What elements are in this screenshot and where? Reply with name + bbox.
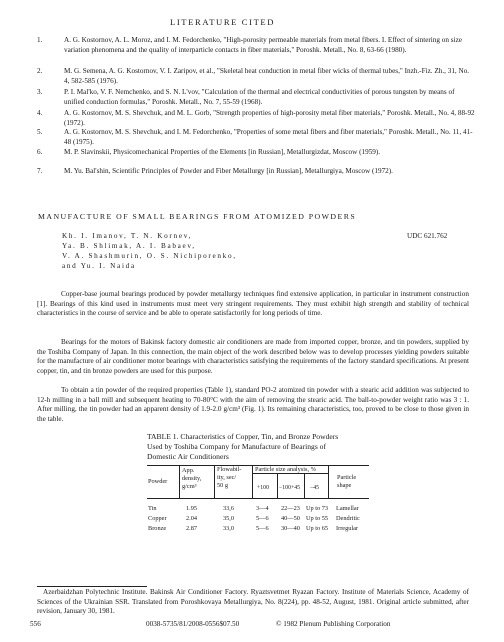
header-flowability-line: 50 g xyxy=(217,482,229,489)
udc-code: UDC 621.762 xyxy=(407,232,448,240)
publication-code: 0038-5735/81/2008-0556$07.50 xyxy=(146,620,240,628)
cell-flow: 33,0 xyxy=(223,525,235,532)
author-line: Ya. B. Shlimak, A. I. Babaev, xyxy=(62,242,196,250)
cell-density: 2.04 xyxy=(186,515,198,522)
cell-size-2: 22—23 xyxy=(281,505,300,512)
cell-shape: Dendritic xyxy=(336,515,360,522)
author-line: Kh. I. Imanov, T. N. Kornev, xyxy=(62,232,193,240)
reference-text: P. I. Mal'ko, V. F. Nemchenko, and S. N. L'vov, "Calculation of the thermal and electrical conductivities of porous tungsten by means of unified conduction formulas," Poroshk. Metall., No. 7, 55-59 (1968). xyxy=(64,88,455,106)
reference-number: 6. xyxy=(37,148,43,156)
table-rule xyxy=(252,473,328,474)
reference-text: M. G. Semena, A. G. Kostornov, V. I. Zaripov, et al., "Skeletal heat conduction in metal fiber wicks of thermal tubes," Inzh.-Fiz. Zh., 31, No. 4, 582-585 (1976). xyxy=(64,67,470,85)
reference-text: A. G. Kostornov, M. S. Shevchuk, and M. L. Gorb, "Strength properties of high-porosity metal fiber materials," Poroshk. Metall., No. 4, 88-92 (1972). xyxy=(64,109,475,127)
reference-number: 7. xyxy=(37,167,43,175)
header-shape xyxy=(337,474,356,490)
header-density-line: App. xyxy=(182,467,195,474)
cell-size-3: Up to 55 xyxy=(306,515,329,522)
table-rule xyxy=(328,465,329,498)
reference-number: 5. xyxy=(37,128,43,136)
cell-powder: Bronze xyxy=(148,525,167,532)
cell-size-1: 5—6 xyxy=(256,515,269,522)
table-rule xyxy=(277,473,278,498)
reference-number: 2. xyxy=(37,67,43,75)
header-size-col: +100 xyxy=(257,485,269,491)
cell-size-3: Up to 65 xyxy=(306,525,329,532)
reference-number: 3. xyxy=(37,88,43,96)
data-table xyxy=(147,465,369,547)
cell-shape: Irregular xyxy=(336,525,359,532)
cell-size-1: 3—4 xyxy=(256,505,269,512)
cell-powder: Copper xyxy=(148,515,167,522)
body-paragraph: Copper-base journal bearings produced by powder metallurgy techniques find extensive application, in particular in instrument construction [1]. Bearings of this kind used in instruments must meet very stringent requirements. They must exhibit high strength and stability of technical characteristics in the course of service and be able to operate satisfactorily for long periods of time. xyxy=(37,290,469,318)
copyright: © 1982 Plenum Publishing Corporation xyxy=(276,620,391,628)
table-caption: TABLE 1. Characteristics of Copper, Tin, and Bronze Powders Used by Toshiba Company for Manufacture of Bearings of Domestic Air Conditioners xyxy=(147,432,339,461)
table-rule xyxy=(214,465,215,498)
article-title: MANUFACTURE OF SMALL BEARINGS FROM ATOMIZED POWDERS xyxy=(38,212,357,221)
reference-text: A. G. Kostornov, A. L. Moroz, and I. M. Fedorchenko, "High-porosity permeable materials from metal fibers. I. Effect of sintering on size variation phenomena and the quality of interparticle contacts in fiber materials," Poroshk. Metall., No. 8, 63-66 (1980). xyxy=(64,36,462,54)
header-powder: Powder xyxy=(148,478,168,485)
cell-size-2: 30—40 xyxy=(281,525,300,532)
header-flowability-line: ity, sec/ xyxy=(217,474,237,481)
header-density-line: g/cm³ xyxy=(182,483,197,490)
page-number: 556 xyxy=(30,620,41,628)
literature-heading: LITERATURE CITED xyxy=(170,17,276,27)
header-flowability xyxy=(217,466,242,490)
header-shape-line: shape xyxy=(337,482,352,489)
header-size-col: −100+45 xyxy=(279,485,301,491)
cell-size-2: 40—50 xyxy=(281,515,300,522)
cell-shape: Lamellar xyxy=(336,505,359,512)
cell-flow: 35,0 xyxy=(223,515,235,522)
table-rule xyxy=(179,465,180,498)
cell-size-3: Up to 73 xyxy=(306,505,329,512)
header-shape-line: Particle xyxy=(337,474,357,481)
reference-number: 4. xyxy=(37,109,43,117)
header-density-line: density, xyxy=(182,475,202,482)
cell-flow: 33,6 xyxy=(223,505,235,512)
header-flowability-line: Flowabil- xyxy=(217,466,242,473)
body-paragraph: Bearings for the motors of Bakinsk factory domestic air conditioners are made from imported copper, bronze, and tin powders, supplied by the Toshiba Company of Japan. In this connection, the main object of the work described below was to develop processes yielding powders suitable for the manufacture of air conditioner motor bearings with characteristics satisfying the requirements of the factory standard specifications. At present copper, tin, and tin bronze powders are used for this purpose. xyxy=(37,338,469,375)
cell-density: 2.87 xyxy=(186,525,198,532)
footnote: Azerbaidzhan Polytechnic Institute. Bakinsk Air Conditioner Factory. Ryaztsvetmet Ryazan Factory. Institute of Materials Science, Academy of Sciences of the Ukrainian SSR. Translated from Poroshkovaya Metallurgiya, No. 8(224), pp. 48-52, August, 1981. Original article submitted, after revision, January 30, 1981. xyxy=(37,588,469,616)
header-size-analysis: Particle size analysis, % xyxy=(255,466,316,473)
header-density xyxy=(182,467,201,491)
table-rule xyxy=(252,465,253,498)
cell-size-1: 5—6 xyxy=(256,525,269,532)
table-rule xyxy=(147,498,369,499)
header-size-col: −45 xyxy=(310,485,320,491)
footnote-rule xyxy=(37,586,147,587)
reference-text: M. P. Slavinskii, Physicomechanical Properties of the Elements [in Russian], Metallurgizdat, Moscow (1959). xyxy=(64,148,381,156)
body-paragraph: To obtain a tin powder of the required properties (Table 1), standard PO-2 atomized tin powder with a stearic acid addition was subjected to 12-h milling in a ball mill and subsequent heating to 70-80°C with the aim of removing the stearic acid. The ball-to-powder weight ratio was 3 : 1. After milling, the tin powder had an apparent density of 1.9-2.0 g/cm³ (Fig. 1). Its remaining characteristics, too, proved to be close to those given in the table. xyxy=(37,386,469,423)
reference-text: M. Yu. Bal'shin, Scientific Principles of Powder and Fiber Metallurgy [in Russian], Metallurgiya, Moscow (1972). xyxy=(64,167,393,175)
author-line: and Yu. I. Naida xyxy=(62,262,136,270)
reference-text: A. G. Kostornov, M. S. Shevchuk, and I. M. Fedorchenko, "Properties of some metal fibers and fiber materials," Poroshk. Metall., No. 11, 41-48 (1975). xyxy=(64,128,473,146)
reference-number: 1. xyxy=(37,36,43,44)
cell-density: 1.95 xyxy=(186,505,198,512)
cell-powder: Tin xyxy=(148,505,157,512)
author-line: V. A. Shashmurin, O. S. Nichiporenko, xyxy=(62,252,237,260)
table-rule xyxy=(304,473,305,498)
